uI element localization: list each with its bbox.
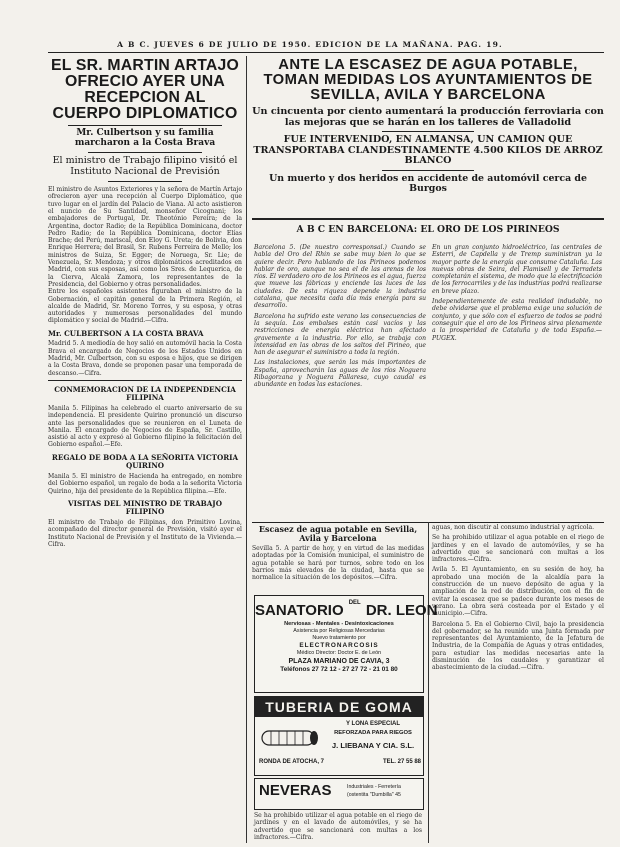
- article-paragraph: Madrid 5. A mediodía de hoy salió en automóvil hacia la Costa Brava el encargado de Negocios de los Estados Unidos en Madrid, Mr. Culbertson, con su esposa e hijos, que se dirigen a la Costa Brava, donde se proponen pasar una temporada de descanso.—Cifra.: [48, 340, 242, 377]
- article-paragraph: En un gran conjunto hidroeléctrico, las centrales de Esterri, de Capdella y de Tremp suministran ya la mayor parte de la energía que consume Cataluña. Las nuevas obras de Seira, del Flamisell y de Terradets completarán el sistema, de modo que la electrificación de los ferrocarriles y de las industrias podrá realizarse en breve plazo.: [432, 244, 602, 295]
- tuberia-line: REFORZADA PARA RIEGOS: [334, 730, 412, 736]
- article-paragraph: Manila 5. El ministro de Hacienda ha entregado, en nombre del Gobierno español, un regalo de boda a la señorita Victoria Quirino, hija del presidente de la República filipina.—Efe.: [48, 472, 242, 495]
- left-headline: EL SR. MARTIN ARTAJO OFRECIO AYER UNA RECEPCION AL CUERPO DIPLOMATICO: [50, 57, 239, 123]
- section-heading: VISITAS DEL MINISTRO DE TRABAJO FILIPINO: [68, 498, 222, 517]
- column-divider: [428, 522, 429, 843]
- sanatorio-line: Asistencia por Religiosas Mercedarias: [293, 628, 385, 634]
- tuberia-ad: [254, 696, 424, 776]
- article-paragraph: Las instalaciones, que serán las más importantes de España, aprovecharán las aguas de los ríos Noguera Ribagorzana y Noguera Pallaresa, cuyo caudal es abundante en todas las estaciones.: [254, 359, 426, 389]
- sanatorio-line: Nerviosas - Mentales - Desintoxicaciones: [284, 621, 394, 627]
- article-paragraph: Se ha prohibido utilizar el agua potable en el riego de jardines y en el lavado de automóviles, y se ha advertido que se sancionará con multas a los infractores.—Cifra.: [432, 534, 604, 564]
- sanatorio-title: [255, 600, 438, 619]
- left-column: [48, 58, 242, 843]
- sanatorio-del: DEL: [348, 600, 361, 606]
- sanatorio-phones: Teléfonos 27 72 12 - 27 27 72 - 21 01 80: [280, 666, 398, 673]
- masthead-rule: [48, 52, 604, 53]
- tuberia-line: Y LONA ESPECIAL: [345, 721, 400, 727]
- neveras-title: NEVERAS: [259, 782, 332, 799]
- sanatorio-line: Nuevo tratamiento por: [312, 635, 366, 641]
- subhead-divider: [382, 170, 474, 171]
- sanatorio-leon: DR. LEON: [365, 602, 438, 619]
- article-paragraph: Barcelona 5. (De nuestro corresponsal.) Cuando se habla del Oro del Rhin se sabe muy bien lo que se quiere decir. Pero hablando de los Pirineos podemos hablar de oro, aunque no sea el de las arenas de los ríos. El verdadero oro de los Pirineos es el agua, fuerza que mueve las fábricas y enciende las luces de las ciudades. De esta riqueza depende la industria catalana, que necesita cada día más energía para su desarrollo.: [254, 244, 426, 310]
- sanatorio-name: SANATORIO: [255, 602, 344, 619]
- article-paragraph: Barcelona ha sufrido este verano las consecuencias de la sequía. Los embalses están casi vacíos y las restricciones de energía eléctrica han afectado gravemente a la industria. Por ello, se trabaja con intensidad en las obras de los saltos del Pirineo, que han de asegurar el suministro a toda la región.: [254, 312, 426, 357]
- neveras-line: (ostentita "Dumbilla" 45: [347, 792, 401, 798]
- page-masthead: A B C. JUEVES 6 DE JULIO DE 1950. EDICION DE LA MAÑANA. PAG. 19.: [117, 40, 503, 49]
- article-paragraph: Se ha prohibido utilizar el agua potable en el riego de jardines y en el lavado de automóviles, y se ha advertido que se sancionará con multas a los infractores.—Cifra.: [254, 812, 422, 841]
- section-heading: CONMEMORACION DE LA INDEPENDENCIA FILIPINA: [54, 384, 236, 403]
- sanatorio-line: Médico Director: Doctor E. de León: [296, 650, 382, 656]
- top-subhead-1: Un cincuenta por ciento aumentará la producción ferroviaria con las mejoras que se harán en los talleres de Valladolid: [252, 106, 604, 128]
- top-subhead-2: FUE INTERVENIDO, EN ALMANSA, UN CAMION QUE TRANSPORTABA CLANDESTINAMENTE 4.500 KILOS DE ARROZ BLANCO: [253, 134, 603, 167]
- tuberia-phone: TEL. 27 55 88: [382, 759, 421, 765]
- section-heading: REGALO DE BODA A LA SEÑORITA VICTORIA QUIRINO: [51, 452, 239, 471]
- subhead-divider: [382, 131, 474, 132]
- abc-column-1: [254, 244, 426, 389]
- article-paragraph: Entre los españoles asistentes figuraban el ministro de la Gobernación, el capitán general de la Primera Región, el alcalde de Madrid, Sr. Moreno Torres, y su esposa, y otras autoridades y numerosas personalidades del mundo diplomático y social de Madrid.—Cifra.: [48, 288, 242, 325]
- article-paragraph: El ministro de Asuntos Exteriores y la señora de Martín Artajo ofrecieron ayer una recepción al Cuerpo Diplomático, que tuvo lugar en el jardín del Palacio de Viana. Al acto asistieron el nuncio de Su Santidad, monseñor Cicognani; los embajadores de Portugal, Dr. Theotónio Pereira; de la Argentina, doctor Radio; de la República Dominicana, doctor Pedro Radio; de la República Dominicana, doctor Elías Brache; del Perú, mariscal, don Eloy G. Ureta; de Bolivia, don Enrique Herrera; del Brasil, Sr. Rubens Ferreira de Mello; los ministros de Suiza, Sr. Egger; de Noruega, Sr. Lie; de Venezuela, Sr. Mendoza; y otros diplomáticos acreditados en Madrid, con sus esposas, así como los Sres. de Lequerica, de la Cierva, Alcalá Zamora, los representantes de la Presidencia, del Gobierno y otras personalidades.: [48, 186, 242, 288]
- top-story-block: [252, 58, 604, 216]
- top-subhead-3: Un muerto y dos heridos en accidente de automóvil cerca de Burgos: [269, 172, 587, 195]
- article-paragraph: El ministro de Trabajo de Filipinas, don Primitivo Lovina, acompañado del director general de Previsión, visitó ayer el Instituto Nacional de Previsión y el Instituto de la Vivienda.—Cifra.: [48, 519, 242, 548]
- column-divider: [246, 56, 247, 843]
- sanatorio-line: ELECTRONARCOSIS: [299, 642, 379, 649]
- abc-title: A B C EN BARCELONA: EL ORO DE LOS PIRINEOS: [296, 224, 560, 235]
- article-paragraph: Sevilla 5. A partir de hoy, y en virtud de las medidas adoptadas por la Comisión municipal, el suministro de agua potable se hará por turnos, sobre todo en los barrios más elevados de la ciudad, hasta que se normalice la situación de los depósitos.—Cifra.: [252, 545, 424, 582]
- article-paragraph: Avila 5. El Ayuntamiento, en su sesión de hoy, ha aprobado una moción de la alcaldía para la construcción de un nuevo depósito de agua y la ampliación de la red de distribución, con el fin de evitar la escasez que se padece durante los meses de verano. La obra será costeada por el Estado y el municipio.—Cifra.: [432, 566, 604, 618]
- article-paragraph: Independientemente de esta realidad indudable, no debe olvidarse que el problema exige una solución de conjunto, y que sólo con el esfuerzo de todos se podrá conseguir que el oro de los Pirineos sirva plenamente a la prosperidad de Cataluña y de toda España.—PUGEX.: [432, 298, 602, 342]
- subhead-divider: [108, 181, 182, 182]
- hose-icon: [261, 727, 321, 749]
- tuberia-firm: J. LIEBANA Y CIA. S.L.: [331, 741, 415, 750]
- headline-divider: [68, 125, 222, 126]
- top-headline: ANTE LA ESCASEZ DE AGUA POTABLE, TOMAN MEDIDAS LOS AYUNTAMIENTOS DE SEVILLA, AVILA Y BARCELONA: [263, 57, 593, 104]
- neveras-ad: [254, 778, 424, 810]
- article-paragraph: aguas, non discutir al consumo industrial y agrícola.: [432, 524, 595, 531]
- section-divider: [48, 380, 242, 381]
- left-subhead-2: El ministro de Trabajo filipino visitó el Instituto Nacional de Previsión: [52, 155, 238, 177]
- agua-title: Escasez de agua potable en Sevilla, Avila y Barcelona: [258, 524, 418, 543]
- agua-tail: [254, 812, 422, 842]
- abc-column-2: [432, 244, 602, 342]
- article-paragraph: Manila 5. Filipinas ha celebrado el cuarto aniversario de su independencia. El presidente Quirino pronunció un discurso ante las personalidades que se reunieron en el Luneta de Manila. El encargado de Negocios de España, Sr. Castillo, asistió al acto y expresó al Gobierno filipino la felicitación del Gobierno español.—Efe.: [48, 405, 242, 449]
- agua-article: [252, 524, 424, 582]
- sanatorio-ad: [254, 595, 438, 693]
- agua-continuation: [432, 524, 604, 843]
- sanatorio-address: PLAZA MARIANO DE CAVIA, 3: [288, 658, 390, 665]
- tuberia-address: RONDA DE ATOCHA, 7: [259, 759, 325, 765]
- abc-barcelona-box: [252, 218, 604, 523]
- article-paragraph: Barcelona 5. En el Gobierno Civil, bajo la presidencia del gobernador, se ha reunido una Junta formada por representantes del Ayuntamiento, de la Jefatura de Industria, de la Compañía de Aguas y otras entidades, para estudiar las medidas necesarias ante la disminución de los caudales y garantizar el abastecimiento de la ciudad.—Cifra.: [432, 620, 604, 672]
- subhead-divider: [88, 152, 202, 153]
- section-heading: Mr. CULBERTSON A LA COSTA BRAVA: [48, 328, 204, 338]
- neveras-line: Industriales - Ferretería: [347, 784, 401, 790]
- tuberia-title: TUBERIA DE GOMA: [255, 697, 423, 717]
- left-subhead-1: Mr. Culbertson y su familia marcharon a la Costa Brava: [74, 128, 216, 149]
